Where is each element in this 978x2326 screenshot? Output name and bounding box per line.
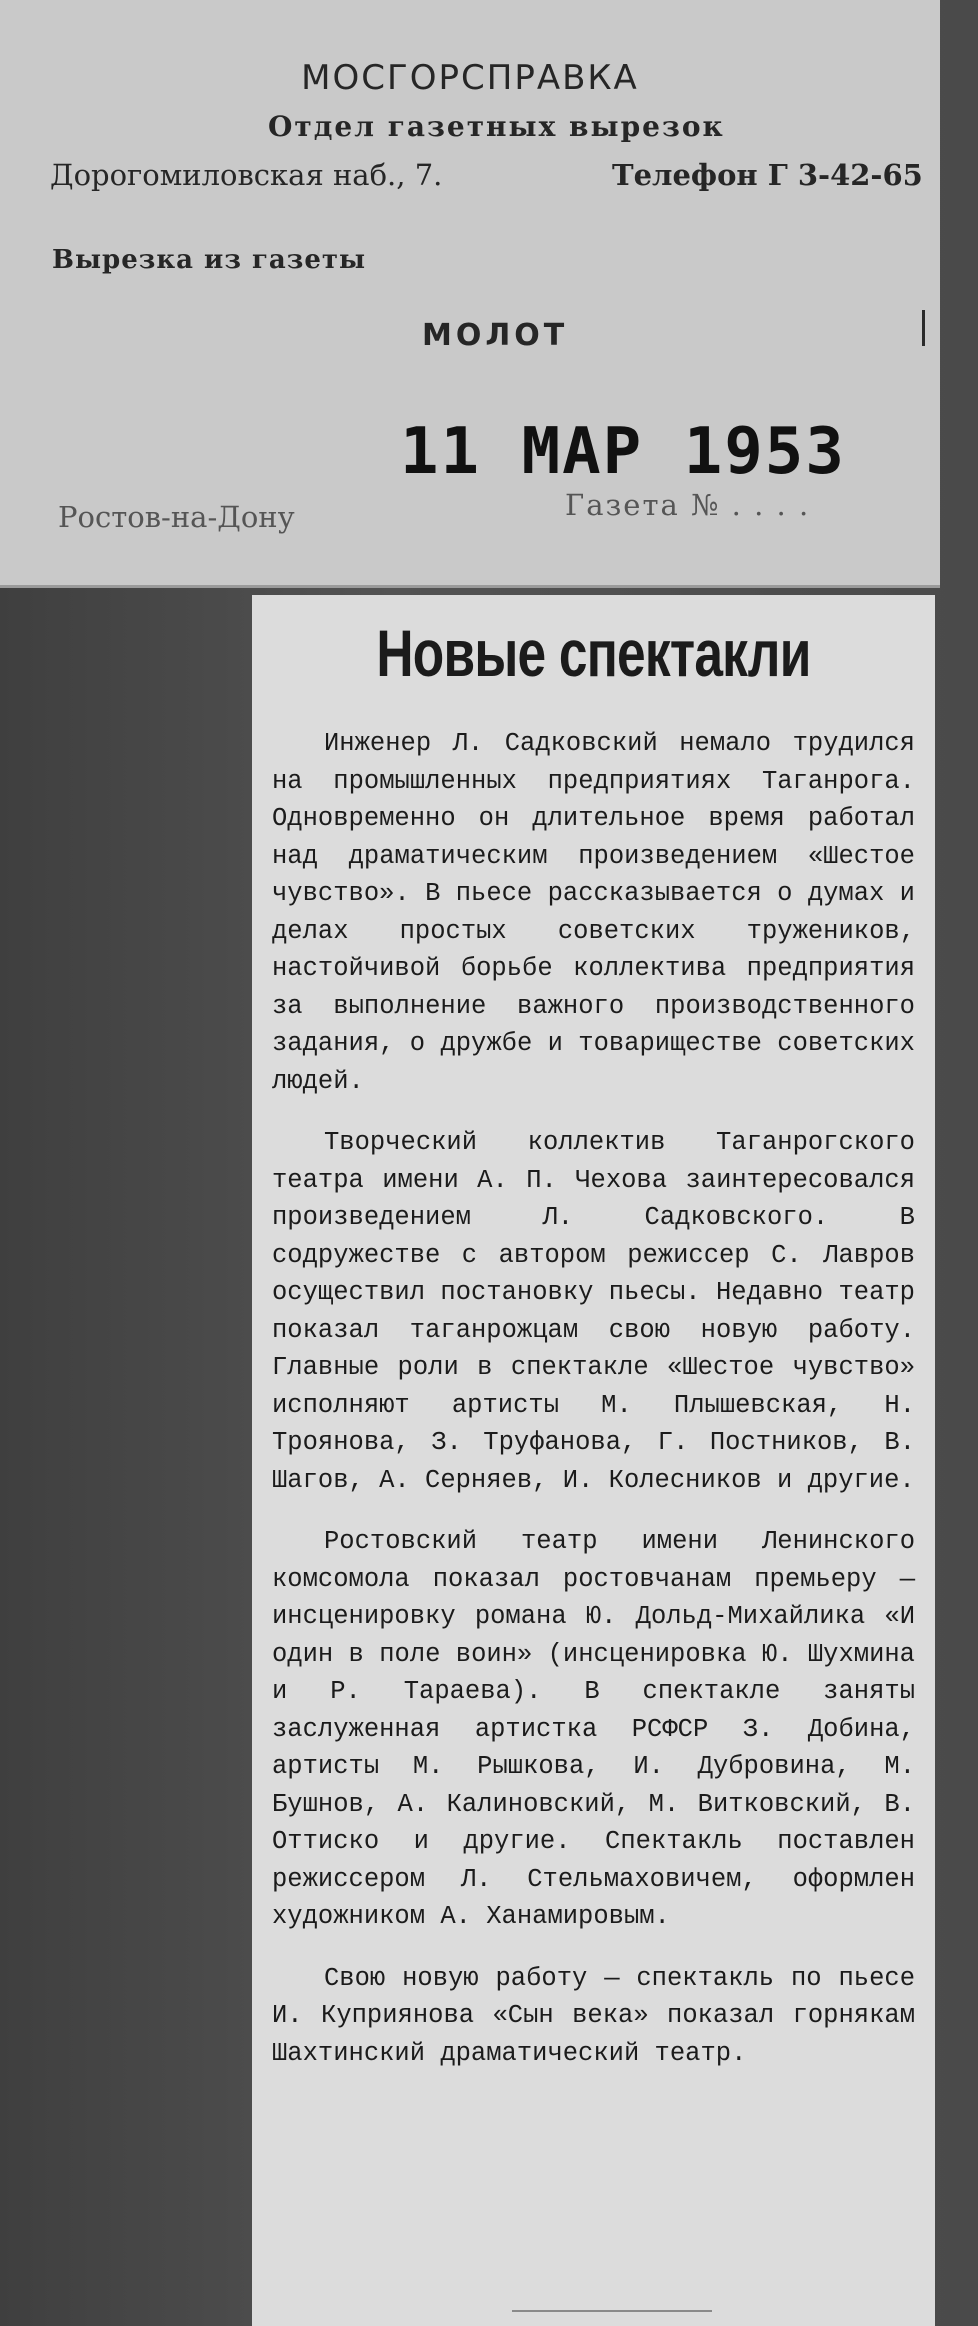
article-headline: Новые спектакли: [376, 616, 811, 690]
phone-line: Телефон Г 3-42-65: [612, 158, 923, 192]
gazette-number: Газета № . . . .: [565, 488, 811, 522]
article-paragraph: Ростовский театр имени Ленинского комсомола показал ростовчанам премьеру — инсценировку романа Ю. Дольд-Михайлика «И один в поле воин» (инсценировка Ю. Шухмина и Р. Тараева). В спектакле заняты заслуженная артистка РСФСР З. Добина, артисты М. Рышкова, И. Дубровина, М. Бушнов, А. Калиновский, М. Витковский, В. Оттиско и другие. Спектакль поставлен режиссером Л. Стельмаховичем, оформлен художником А. Ханамировым.: [272, 1527, 915, 1931]
article-body: [272, 725, 915, 2096]
newspaper-name: МОЛОТ: [422, 318, 569, 353]
article-paragraph: Свою новую работу — спектакль по пьесе И. Куприянова «Сын века» показал горнякам Шахтинский драматический театр.: [272, 1963, 915, 2068]
newspaper-clipping: [252, 595, 935, 2326]
article-paragraph: Инженер Л. Садковский немало трудился на промышленных предприятиях Таганрога. Одновременно он длительное время работал над драматическим произведением «Шестое чувство». В пьесе рассказывается о думах и делах простых советских тружеников, настойчивой борьбе коллектива предприятия за выполнение важного производственного задания, о дружбе и товариществе советских людей.: [272, 729, 915, 1096]
clipping-service-slip: [0, 0, 940, 588]
ink-mark: [922, 310, 925, 346]
date-stamp: 11 МАР 1953: [400, 415, 846, 489]
department-name: Отдел газетных вырезок: [268, 110, 725, 143]
bottom-divider: [512, 2310, 712, 2312]
clipping-label: Вырезка из газеты: [52, 245, 367, 275]
article-paragraph: Творческий коллектив Таганрогского театра имени А. П. Чехова заинтересовался произведением Л. Садковского. В содружестве с автором режиссер С. Лавров осуществил постановку пьесы. Недавно театр показал таганрожцам свою новую работу. Главные роли в спектакле «Шестое чувство» исполняют артисты М. Плышевская, Н. Троянова, З. Труфанова, Г. Постников, В. Шагов, А. Серняев, И. Колесников и другие.: [272, 1128, 915, 1495]
organization-name: МОСГОРСПРАВКА: [301, 58, 639, 98]
address-line: Дорогомиловская наб., 7.: [50, 158, 443, 192]
city-name: Ростов-на-Дону: [58, 500, 295, 534]
